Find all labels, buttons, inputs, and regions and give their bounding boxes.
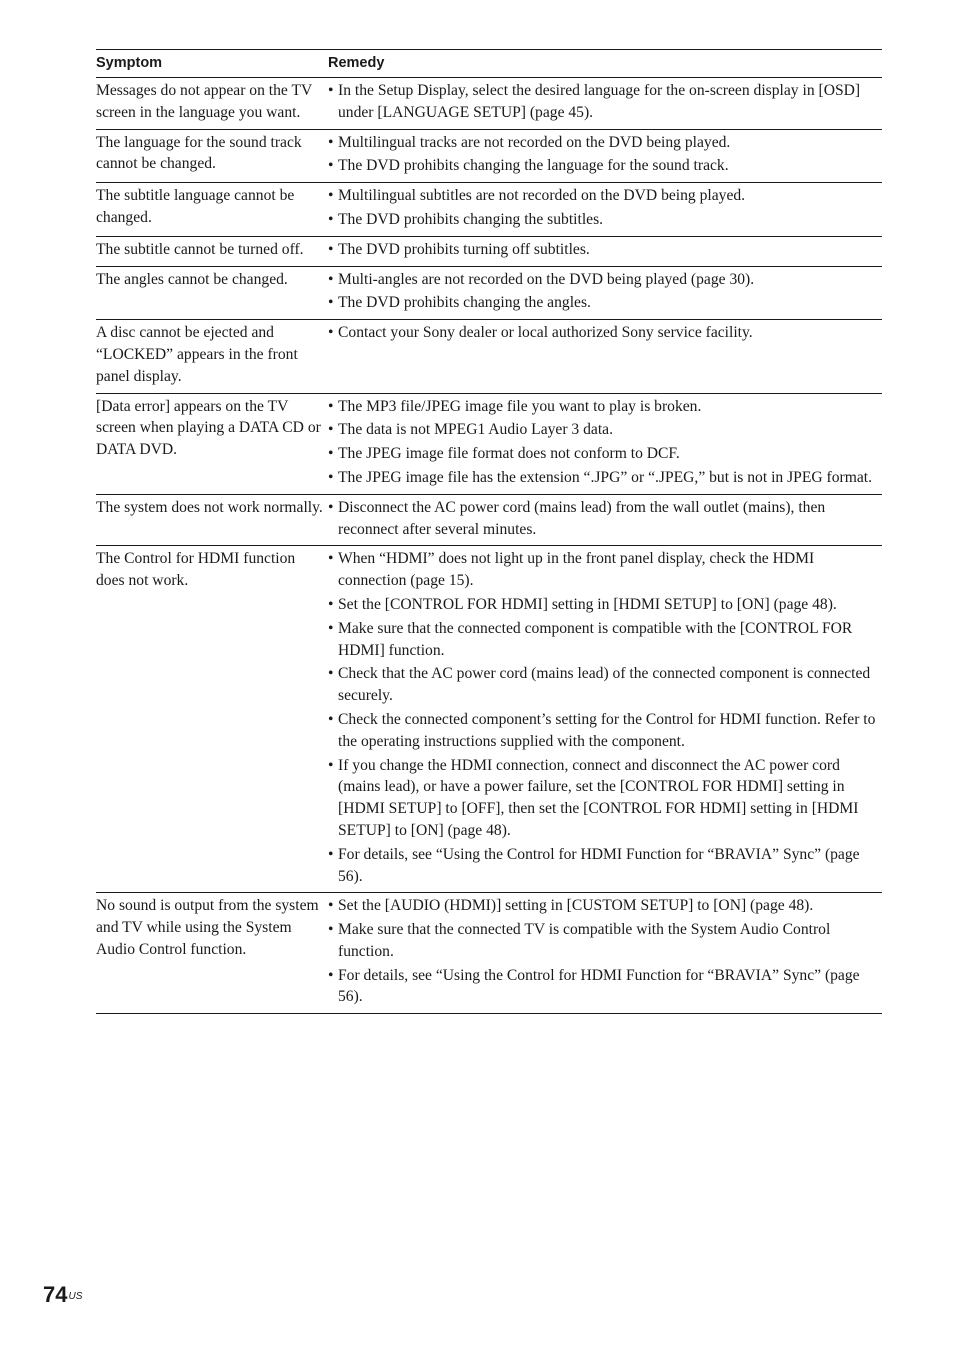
remedy-cell — [328, 237, 882, 266]
remedy-cell — [328, 183, 882, 236]
table-row — [96, 394, 882, 495]
table-row — [96, 893, 882, 1014]
bullet-icon: • — [328, 468, 334, 486]
bullet-icon: • — [328, 966, 334, 984]
table-row — [96, 183, 882, 237]
remedy-item — [328, 709, 882, 753]
remedy-list — [328, 497, 882, 541]
bullet-icon: • — [328, 619, 334, 637]
table-header — [96, 50, 882, 78]
remedy-item — [328, 497, 882, 541]
page-number-value: 74 — [43, 1282, 68, 1307]
remedy-cell — [328, 267, 882, 320]
remedy-cell — [328, 320, 882, 392]
remedy-list — [328, 185, 882, 231]
bullet-icon: • — [328, 897, 334, 915]
remedy-text: In the Setup Display, select the desired language for the on-screen display in [OSD] under [LANGUAGE SETUP] (page 45). — [338, 82, 861, 121]
remedy-text: If you change the HDMI connection, connect and disconnect the AC power cord (mains lead), or have a power failure, set the [CONTROL FOR HDMI] setting in [HDMI SETUP] to [OFF], then set the [CONTROL FOR HDMI] setting in [HDMI SETUP] to [ON] (page 48). — [338, 756, 859, 839]
remedy-column-header: Remedy — [328, 55, 385, 71]
remedy-item — [328, 618, 882, 662]
remedy-item — [328, 467, 882, 489]
bullet-icon: • — [328, 845, 334, 863]
remedy-text: Multi-angles are not recorded on the DVD being played (page 30). — [338, 270, 755, 288]
troubleshooting-table — [96, 49, 882, 1014]
symptom-cell: Messages do not appear on the TV screen in the language you want. — [96, 82, 312, 121]
table-row — [96, 320, 882, 393]
remedy-list — [328, 548, 882, 887]
remedy-list — [328, 895, 882, 1008]
remedy-cell — [328, 394, 882, 494]
remedy-item — [328, 155, 882, 177]
remedy-item — [328, 443, 882, 465]
bullet-icon: • — [328, 187, 334, 205]
symptom-cell: [Data error] appears on the TV screen when playing a DATA CD or DATA DVD. — [96, 397, 321, 459]
remedy-list — [328, 239, 882, 261]
remedy-item — [328, 919, 882, 963]
symptom-cell: The subtitle cannot be turned off. — [96, 240, 304, 258]
remedy-text: Set the [AUDIO (HDMI)] setting in [CUSTOM SETUP] to [ON] (page 48). — [338, 897, 814, 915]
remedy-item — [328, 663, 882, 707]
symptom-cell: The Control for HDMI function does not work. — [96, 550, 296, 590]
remedy-item — [328, 965, 882, 1009]
remedy-text: The JPEG image file format does not conform to DCF. — [338, 445, 680, 463]
remedy-item — [328, 396, 882, 418]
remedy-text: The DVD prohibits changing the angles. — [338, 294, 591, 312]
remedy-item — [328, 209, 882, 231]
symptom-cell: The angles cannot be changed. — [96, 270, 288, 288]
bullet-icon: • — [328, 324, 334, 342]
remedy-text: Make sure that the connected component is compatible with the [CONTROL FOR HDMI] function. — [338, 619, 853, 659]
remedy-item — [328, 322, 882, 344]
remedy-text: Disconnect the AC power cord (mains lead) from the wall outlet (mains), then reconnect after several minutes. — [338, 498, 826, 538]
bullet-icon: • — [328, 665, 334, 683]
symptom-cell: The language for the sound track cannot be changed. — [96, 133, 302, 173]
symptom-cell: No sound is output from the system and TV while using the System Audio Control function. — [96, 897, 319, 958]
remedy-item — [328, 419, 882, 441]
remedy-item — [328, 80, 882, 124]
bullet-icon: • — [328, 595, 334, 613]
remedy-text: Contact your Sony dealer or local authorized Sony service facility. — [338, 324, 753, 342]
table-row — [96, 267, 882, 321]
remedy-cell — [328, 893, 882, 1013]
bullet-icon: • — [328, 240, 334, 258]
bullet-icon: • — [328, 294, 334, 312]
remedy-item — [328, 132, 882, 154]
symptom-cell: The subtitle language cannot be changed. — [96, 187, 295, 226]
bullet-icon: • — [328, 210, 334, 228]
remedy-list — [328, 269, 882, 315]
bullet-icon: • — [328, 270, 334, 288]
bullet-icon: • — [328, 710, 334, 728]
remedy-text: Make sure that the connected TV is compatible with the System Audio Control function. — [338, 921, 831, 960]
remedy-text: Multilingual tracks are not recorded on the DVD being played. — [338, 133, 731, 151]
remedy-item — [328, 548, 882, 592]
bullet-icon: • — [328, 133, 334, 151]
table-row — [96, 495, 882, 547]
symptom-cell: A disc cannot be ejected and “LOCKED” appears in the front panel display. — [96, 324, 298, 385]
remedy-text: Check the connected component’s setting for the Control for HDMI function. Refer to the operating instructions supplied with the component. — [338, 710, 876, 750]
remedy-cell — [328, 546, 882, 892]
bullet-icon: • — [328, 82, 334, 99]
table-row — [96, 237, 882, 267]
table-row — [96, 546, 882, 893]
symptom-column-header: Symptom — [96, 55, 163, 71]
bullet-icon: • — [328, 756, 334, 774]
bullet-icon: • — [328, 445, 334, 463]
remedy-text: The JPEG image file has the extension “.JPG” or “.JPEG,” but is not in JPEG format. — [338, 468, 873, 486]
page-number — [43, 1282, 82, 1308]
table-body — [96, 78, 882, 1014]
remedy-item — [328, 239, 882, 261]
remedy-text: When “HDMI” does not light up in the front panel display, check the HDMI connection (page 15). — [338, 550, 815, 590]
remedy-text: Check that the AC power cord (mains lead) of the connected component is connected securely. — [338, 665, 871, 705]
page-region-suffix: US — [68, 1291, 83, 1302]
remedy-text: Multilingual subtitles are not recorded on the DVD being played. — [338, 187, 746, 205]
remedy-item — [328, 185, 882, 207]
table-row — [96, 78, 882, 130]
remedy-cell — [328, 130, 882, 183]
bullet-icon: • — [328, 550, 334, 568]
bullet-icon: • — [328, 498, 334, 516]
remedy-item — [328, 844, 882, 888]
remedy-list — [328, 80, 882, 124]
symptom-cell: The system does not work normally. — [96, 498, 323, 516]
remedy-list — [328, 132, 882, 178]
remedy-list — [328, 322, 882, 344]
remedy-text: For details, see “Using the Control for HDMI Function for “BRAVIA” Sync” (page 56). — [338, 845, 860, 885]
remedy-text: For details, see “Using the Control for HDMI Function for “BRAVIA” Sync” (page 56). — [338, 966, 860, 1006]
remedy-text: The DVD prohibits changing the subtitles. — [338, 210, 604, 228]
remedy-item — [328, 755, 882, 842]
remedy-item — [328, 895, 882, 917]
remedy-text: The DVD prohibits changing the language for the sound track. — [338, 157, 729, 175]
remedy-list — [328, 396, 882, 489]
remedy-text: The MP3 file/JPEG image file you want to play is broken. — [338, 397, 702, 415]
remedy-cell — [328, 78, 882, 129]
remedy-item — [328, 594, 882, 616]
table-row — [96, 130, 882, 184]
remedy-text: The DVD prohibits turning off subtitles. — [338, 240, 590, 258]
bullet-icon: • — [328, 921, 334, 939]
remedy-text: The data is not MPEG1 Audio Layer 3 data. — [338, 421, 613, 439]
bullet-icon: • — [328, 421, 334, 439]
remedy-cell — [328, 495, 882, 546]
remedy-item — [328, 269, 882, 291]
bullet-icon: • — [328, 157, 334, 175]
remedy-item — [328, 292, 882, 314]
remedy-text: Set the [CONTROL FOR HDMI] setting in [HDMI SETUP] to [ON] (page 48). — [338, 595, 837, 613]
bullet-icon: • — [328, 397, 334, 415]
